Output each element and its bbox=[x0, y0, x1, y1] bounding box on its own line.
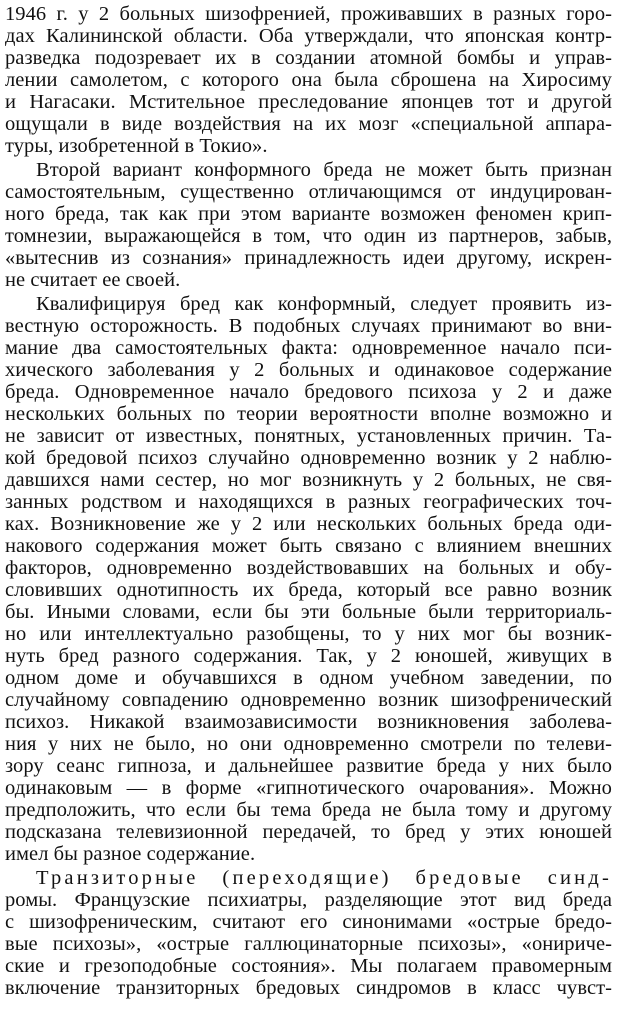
body-line: факторов, одновременно воздействовавших на больных и обу- bbox=[5, 557, 612, 579]
body-line: зору сеанс гипноза, и дальнейшее развитие бреда у них было bbox=[5, 755, 612, 777]
body-line: не считает ее своей. bbox=[5, 269, 181, 291]
body-line: разведка подозревает их в создании атомной бомбы и управ- bbox=[5, 47, 612, 69]
body-line: имел бы разное содержание. bbox=[5, 843, 256, 865]
body-line: дах Калининской области. Оба утверждали, что японская контр- bbox=[5, 25, 612, 47]
body-line: Второй вариант конформного бреда не может быть признан bbox=[36, 159, 612, 181]
body-line: нуть бред разного содержания. Так, у 2 юношей, живущих в bbox=[5, 645, 612, 667]
body-line: ния у них не было, но они одновременно смотрели по телеви- bbox=[5, 733, 612, 755]
body-line: мание два самостоятельных факта: одновременное начало пси- bbox=[5, 337, 612, 359]
body-line: с шизофреническим, считают его синонимами «острые бредо- bbox=[5, 911, 612, 933]
body-line: одинаковым — в форме «гипнотического очарования». Можно bbox=[5, 777, 612, 799]
body-line: ские и грезоподобные состояния». Мы полагаем правомерным bbox=[5, 955, 612, 977]
body-line: вые психозы», «острые галлюцинаторные психозы», «онириче- bbox=[5, 933, 612, 955]
body-line: подсказана телевизионной передачей, то бред у этих юношей bbox=[5, 821, 612, 843]
body-line: предположить, что если бы тема бреда не была тому и другому bbox=[5, 799, 612, 821]
body-line: одном доме и обучавшихся в одном учебном заведении, по bbox=[5, 667, 612, 689]
body-line: но или интеллектуально разобщены, то у них мог бы возник- bbox=[5, 623, 612, 645]
body-line: ромы. Французские психиатры, разделяющие этот вид бреда bbox=[5, 889, 612, 911]
body-line: случайному совпадению одновременно возник шизофренический bbox=[5, 689, 612, 711]
body-line: Квалифицируя бред как конформный, следует проявить из- bbox=[36, 293, 612, 315]
body-line: вестную осторожность. В подобных случаях принимают во вни- bbox=[5, 315, 612, 337]
body-line: нескольких больных по теории вероятности вполне возможно и bbox=[5, 403, 612, 425]
body-line: туры, изобретенной в Токио». bbox=[5, 135, 268, 157]
body-line: самостоятельным, существенно отличающимся от индуцирован- bbox=[5, 181, 612, 203]
body-line: ках. Возникновение же у 2 или нескольких больных бреда оди- bbox=[5, 513, 612, 535]
body-line: накового содержания может быть связано с влиянием внешних bbox=[5, 535, 612, 557]
body-line: занных родством и находящихся в разных географических точ- bbox=[5, 491, 612, 513]
body-line: психоз. Никакой взаимозависимости возникновения заболева- bbox=[5, 711, 612, 733]
body-line: «вытеснив из сознания» принадлежность идеи другому, искрен- bbox=[5, 247, 612, 269]
body-line: томнезии, выражающейся в том, что один из партнеров, забыв, bbox=[5, 225, 612, 247]
body-line: давшихся нами сестер, но мог возникнуть у 2 больных, не свя- bbox=[5, 469, 612, 491]
section-heading-line: Транзиторные (переходящие) бредовые синд- bbox=[36, 867, 612, 889]
body-line: 1946 г. у 2 больных шизофренией, проживавших в разных горо- bbox=[5, 3, 612, 25]
body-line: ного бреда, так как при этом варианте возможен феномен крип- bbox=[5, 203, 612, 225]
body-line: бреда. Одновременное начало бредового психоза у 2 и даже bbox=[5, 381, 612, 403]
body-line: не зависит от известных, понятных, установленных причин. Та- bbox=[5, 425, 612, 447]
body-line: словивших однотипность их бреда, который все равно возник bbox=[5, 579, 612, 601]
body-line: и Нагасаки. Мстительное преследование японцев тот и другой bbox=[5, 91, 612, 113]
body-line: лении самолетом, с которого она была сброшена на Хиросиму bbox=[5, 69, 612, 91]
body-line: хического заболевания у 2 больных и одинаковое содержание bbox=[5, 359, 612, 381]
body-line: ощущали в виде воздействия на их мозг «специальной аппара- bbox=[5, 113, 612, 135]
body-line: кой бредовой психоз случайно одновременно возник у 2 наблю- bbox=[5, 447, 612, 469]
body-line: бы. Иными словами, если бы эти больные были территориаль- bbox=[5, 601, 612, 623]
body-line: включение транзиторных бредовых синдромов в класс чувст- bbox=[5, 977, 612, 999]
